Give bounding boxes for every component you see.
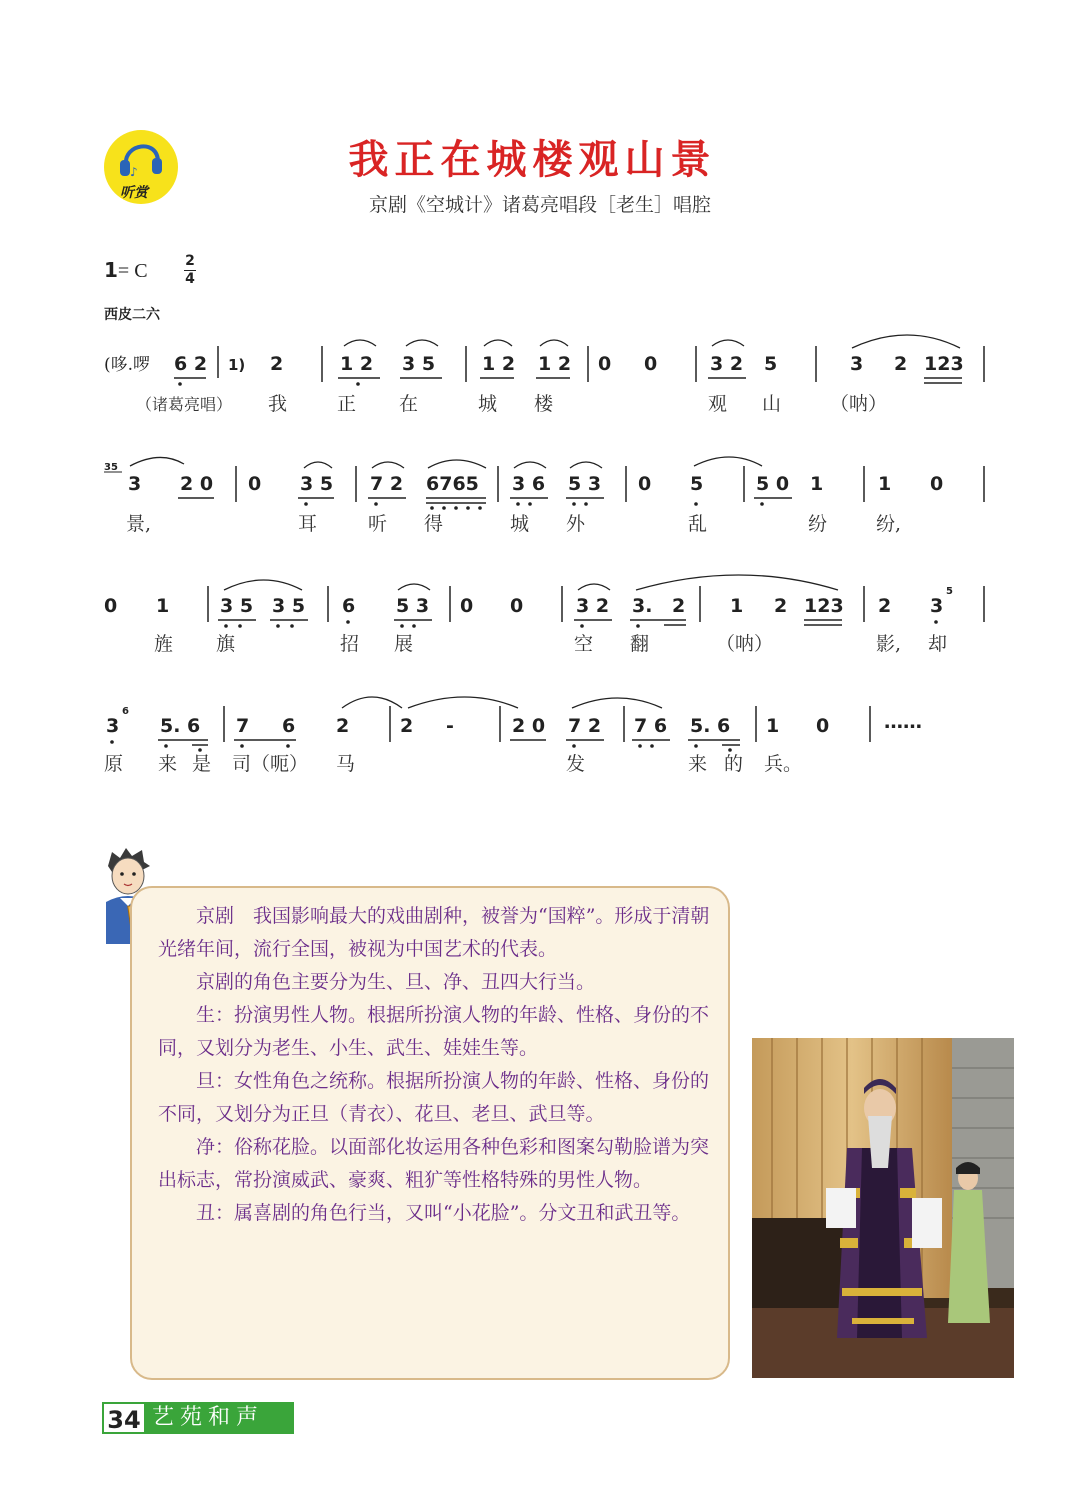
lyric: 得: [424, 513, 444, 535]
score-note: 1: [730, 595, 744, 617]
score-note: 0: [248, 473, 262, 495]
score-note: 1: [878, 473, 892, 495]
lyric: 空: [574, 633, 594, 655]
score-note: ……: [884, 711, 922, 733]
lyric: 旗: [216, 633, 236, 655]
lyric: 旌: [154, 633, 174, 655]
lyric: 山: [762, 393, 782, 415]
score-note: 0: [930, 473, 944, 495]
score-note: 2: [894, 353, 908, 375]
score-note: 1 2: [340, 353, 374, 375]
lyric: 翻: [630, 633, 650, 655]
score-note: 2: [336, 715, 350, 737]
info-paragraph: 京剧 我国影响最大的戏曲剧种，被誉为“国粹”。形成于清朝光绪年间，流行全国，被视为中国艺术的代表。: [158, 905, 710, 960]
score-note: 3 5: [220, 595, 254, 617]
score-note: 0: [598, 353, 612, 375]
lyric: 来: [688, 753, 708, 775]
lyric: 兵。: [764, 753, 803, 775]
score-note: 3 5: [300, 473, 334, 495]
score-note: 6: [282, 715, 296, 737]
score-note: 2 0: [512, 715, 546, 737]
page-subtitle: 京剧《空城计》诸葛亮唱段［老生］唱腔: [368, 194, 711, 216]
lyric: 听: [368, 513, 388, 535]
lyric: 司（呃）: [232, 753, 309, 775]
score-note: 6 2: [174, 353, 208, 375]
key-signature: 1= C: [104, 258, 148, 282]
info-paragraph: 生：扮演男性人物。根据所扮演人物的年龄、性格、身份的不同，又划分为老生、小生、武生、娃娃生等。: [158, 1004, 710, 1059]
score-note: 6: [342, 595, 356, 617]
score-note: 3 6: [512, 473, 546, 495]
score-line-3: [104, 575, 984, 655]
score-note: 3: [850, 353, 864, 375]
score-note: 5 0: [756, 473, 790, 495]
score-note: 3: [106, 715, 120, 737]
mode-label: 西皮二六: [104, 307, 160, 323]
lyric: 影,: [876, 633, 902, 655]
info-paragraph: 京剧的角色主要分为生、旦、净、丑四大行当。: [196, 971, 596, 993]
lyric: 在: [399, 393, 419, 415]
score-note: 5: [764, 353, 778, 375]
score-note: 5 3: [396, 595, 430, 617]
score-note: 5 3: [568, 473, 602, 495]
lyric: 景,: [126, 513, 152, 535]
score-note: 2: [672, 595, 686, 617]
lyric: 城: [510, 513, 530, 535]
score-note: 3: [930, 595, 944, 617]
grace-note: 6: [122, 706, 129, 717]
info-paragraph: 净：俗称花脸。以面部化妆运用各种色彩和图案勾勒脸谱为突出标志，常扮演威武、豪爽、粗犷等性格特殊的男性人物。: [158, 1136, 710, 1191]
score-line-1: [104, 335, 984, 415]
lyric: 展: [394, 633, 414, 655]
score-note: 2: [774, 595, 788, 617]
lyric: 马: [336, 753, 356, 775]
lyric: 正: [337, 393, 357, 415]
info-paragraph: 丑：属喜剧的角色行当，又叫“小花脸”。分文丑和武丑等。: [196, 1202, 691, 1224]
info-paragraph: 旦：女性角色之统称。根据所扮演人物的年龄、性格、身份的不同，又划分为正旦（青衣）、花旦、老旦、武旦等。: [158, 1070, 710, 1125]
score-note: 7 6: [634, 715, 668, 737]
score-note: -: [446, 715, 454, 737]
octave-dots: [110, 382, 938, 752]
score-note: 6765: [426, 473, 479, 495]
lyric: 耳: [298, 513, 318, 535]
score-note: 123: [804, 595, 844, 617]
score-note: 5. 6: [160, 715, 201, 737]
lyric: （呐）: [716, 633, 774, 655]
lyric: 原: [104, 753, 124, 775]
score-note: 0: [644, 353, 658, 375]
page-title: 我正在城楼观山景: [348, 136, 717, 183]
lyric: （诸葛亮唱）: [136, 395, 233, 414]
score-note: 1: [766, 715, 780, 737]
lyric: （呐）: [830, 393, 888, 415]
score-note: 3 2: [576, 595, 610, 617]
lyric: 纷,: [876, 513, 902, 535]
score-note: 3: [128, 473, 142, 495]
score-note: 2: [400, 715, 414, 737]
score-note: 2: [270, 353, 284, 375]
lyric: 却: [928, 633, 948, 655]
score-note: 2 0: [180, 473, 214, 495]
lyric: 的: [724, 753, 744, 775]
svg-text:♪: ♪: [130, 165, 138, 179]
lyric: 乱: [688, 513, 708, 535]
score-note: 123: [924, 353, 964, 375]
badge-label: 听赏: [120, 185, 148, 201]
score-note: 7 2: [568, 715, 602, 737]
lyric: 楼: [534, 393, 554, 415]
score-note: 5: [690, 473, 704, 495]
score-note: 1): [228, 356, 246, 374]
score-note: (哆.啰: [104, 355, 151, 375]
score-note: 3 2: [710, 353, 744, 375]
score-note: 3 5: [272, 595, 306, 617]
score-note: 0: [638, 473, 652, 495]
lyric: 发: [566, 753, 586, 775]
section-title: 艺苑和声: [146, 1402, 294, 1434]
score-note: 7: [236, 715, 250, 737]
grace-note: 5: [946, 586, 953, 597]
grace-note: 35: [104, 462, 118, 473]
score-note: 3 5: [402, 353, 436, 375]
score-note: 2: [878, 595, 892, 617]
score-note: 7 2: [370, 473, 404, 495]
score-note: 1 2: [538, 353, 572, 375]
lyric: 纷: [808, 513, 828, 535]
score-note: 3.: [632, 595, 653, 617]
lyric: 外: [566, 513, 586, 535]
score-line-4: [104, 697, 922, 775]
score-note: 0: [816, 715, 830, 737]
score-note: 5. 6: [690, 715, 731, 737]
lyric: 观: [708, 393, 728, 415]
lyric: 城: [478, 393, 498, 415]
opera-stage-photo: [752, 1038, 1014, 1378]
score-note: 1 2: [482, 353, 516, 375]
page-number: 34: [102, 1402, 146, 1434]
lyric: 是: [192, 753, 212, 775]
score-note: 0: [460, 595, 474, 617]
info-text: [158, 900, 718, 1230]
score-line-2: [104, 457, 984, 535]
score-note: 0: [510, 595, 524, 617]
score-note: 0: [104, 595, 118, 617]
lyric: 招: [340, 633, 360, 655]
time-signature: 2 4: [185, 253, 195, 287]
score-note: 1: [810, 473, 824, 495]
score-note: 1: [156, 595, 170, 617]
lyric: 来: [158, 753, 178, 775]
lyric: 我: [268, 393, 288, 415]
